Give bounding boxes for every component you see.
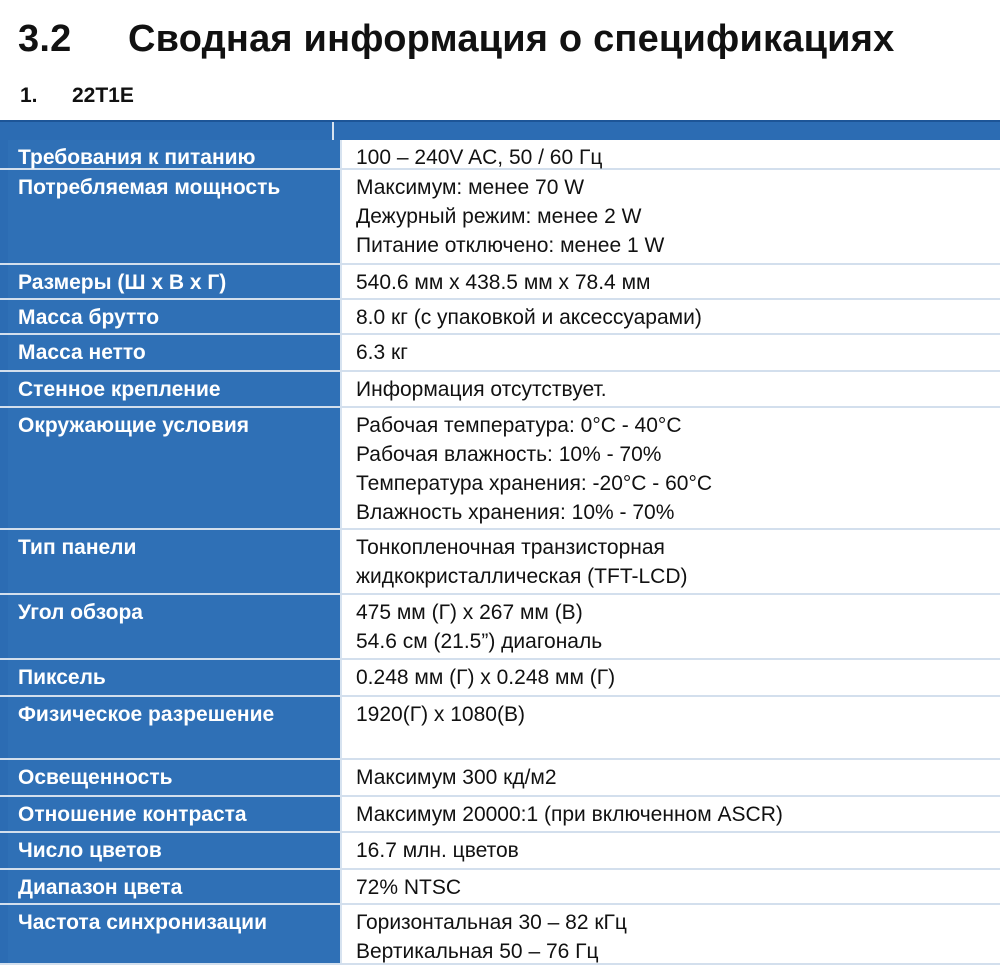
spec-label: Число цветов [18,839,162,862]
spec-value-cell [342,905,1000,963]
spec-label: Частота синхронизации [18,911,267,934]
spec-row [0,697,1000,760]
spec-label: Требования к питанию [18,146,256,169]
spec-label: Окружающие условия [18,414,250,437]
spec-row [0,300,1000,335]
spec-label-cell [0,530,342,593]
spec-label-cell [0,833,342,868]
spec-value: 540.6 мм x 438.5 мм x 78.4 мм [356,271,651,294]
spec-value: Температура хранения: -20°C - 60°C [356,472,713,495]
spec-value: 72% NTSC [356,876,462,899]
spec-value: Рабочая влажность: 10% - 70% [356,443,662,466]
spec-value: Питание отключено: менее 1 W [356,234,665,257]
spec-label: Физическое разрешение [18,703,275,726]
spec-value: Максимум 300 кд/м2 [356,766,557,789]
spec-label: Масса нетто [18,341,146,364]
spec-value: Горизонтальная 30 – 82 кГц [356,911,627,934]
spec-value: 6.3 кг [356,341,408,364]
spec-label-cell [0,265,342,298]
spec-label-cell [0,140,342,168]
spec-value: Максимум: менее 70 W [356,176,585,199]
spec-row [0,170,1000,265]
spec-value: Информация отсутствует. [356,378,607,401]
spec-label: Масса брутто [18,306,160,329]
spec-value-cell [342,660,1000,695]
spec-value: 100 – 240V AC, 50 / 60 Гц [356,146,603,169]
spec-value-cell [342,595,1000,658]
model-heading [20,84,134,108]
spec-label-cell [0,905,342,963]
model-number: 1. [20,84,38,107]
spec-row [0,408,1000,530]
spec-value: 16.7 млн. цветов [356,839,519,862]
spec-label-cell [0,595,342,658]
spec-label-cell [0,760,342,795]
spec-value: Тонкопленочная транзисторная [356,536,665,559]
spec-value-cell [342,870,1000,903]
section-number: 3.2 [18,18,72,60]
spec-value-cell [342,140,1000,168]
spec-label-cell [0,870,342,903]
spec-value: 475 мм (Г) x 267 мм (В) [356,601,583,624]
spec-value-cell [342,833,1000,868]
spec-label-cell [0,697,342,758]
spec-value-cell [342,170,1000,263]
section-heading [18,18,894,61]
spec-value-cell [342,372,1000,406]
spec-value: 54.6 см (21.5”) диагональ [356,630,603,653]
spec-row [0,265,1000,300]
spec-row [0,905,1000,965]
spec-row [0,833,1000,870]
spec-label: Диапазон цвета [18,876,183,899]
spec-row [0,530,1000,595]
spec-row [0,797,1000,833]
spec-label: Стенное крепление [18,378,221,401]
spec-label-cell [0,797,342,831]
section-title: Сводная информация о спецификациях [128,18,895,60]
spec-value: Вертикальная 50 – 76 Гц [356,940,599,963]
spec-label-cell [0,660,342,695]
spec-table [0,120,1000,965]
spec-value: Влажность хранения: 10% - 70% [356,501,675,524]
spec-label: Размеры (Ш x В x Г) [18,271,227,294]
spec-value: 0.248 мм (Г) x 0.248 мм (Г) [356,666,616,689]
spec-label: Освещенность [18,766,173,789]
spec-value: Максимум 20000:1 (при включенном ASCR) [356,803,783,826]
spec-row [0,660,1000,697]
spec-row [0,760,1000,797]
table-header-band [0,120,1000,140]
spec-value-cell [342,408,1000,528]
spec-label: Потребляемая мощность [18,176,281,199]
spec-label-cell [0,335,342,370]
spec-value-cell [342,300,1000,333]
spec-row [0,335,1000,372]
spec-value: Дежурный режим: менее 2 W [356,205,642,228]
model-title: 22T1E [72,84,134,107]
spec-value: жидкокристаллическая (TFT-LCD) [356,565,688,588]
spec-label-cell [0,300,342,333]
spec-value: Рабочая температура: 0°C - 40°C [356,414,682,437]
spec-value-cell [342,697,1000,758]
spec-label-cell [0,170,342,263]
spec-value-cell [342,265,1000,298]
spec-label: Угол обзора [18,601,143,624]
spec-row [0,870,1000,905]
spec-label: Пиксель [18,666,106,689]
spec-label-cell [0,372,342,406]
spec-label: Тип панели [18,536,137,559]
spec-value: 1920(Г) x 1080(В) [356,703,525,726]
spec-value-cell [342,797,1000,831]
spec-value-cell [342,760,1000,795]
spec-label: Отношение контраста [18,803,247,826]
spec-value-cell [342,530,1000,593]
spec-row [0,372,1000,408]
spec-row [0,595,1000,660]
spec-value: 8.0 кг (с упаковкой и аксессуарами) [356,306,702,329]
spec-label-cell [0,408,342,528]
spec-value-cell [342,335,1000,370]
spec-row [0,140,1000,170]
